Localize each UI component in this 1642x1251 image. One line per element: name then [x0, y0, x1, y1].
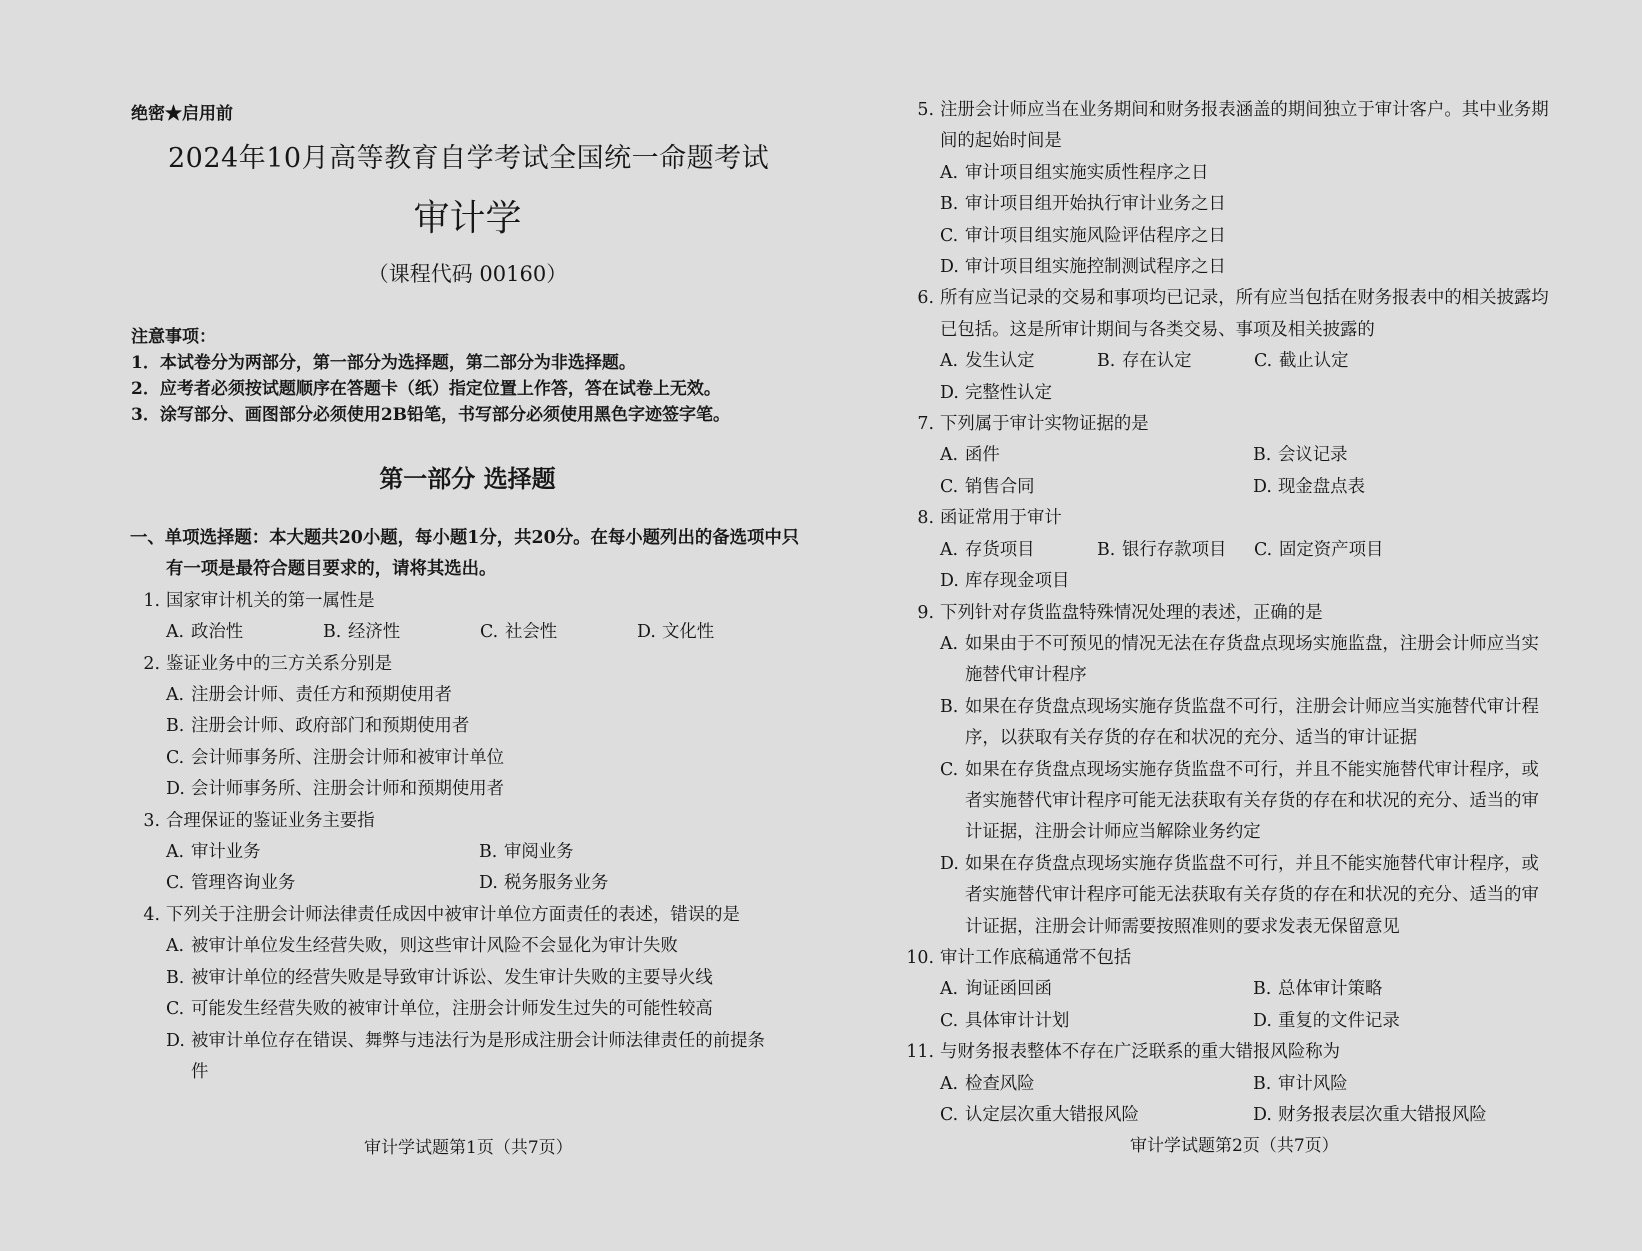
option-letter: A. [166, 842, 185, 863]
page-footer-1: 审计学试题第1页（共7页） [364, 1138, 573, 1158]
option-text: 审计项目组实施实质性程序之日 [965, 162, 1209, 183]
question-number: 7. [917, 414, 934, 435]
option-letter: B. [1253, 979, 1272, 1000]
question-number: 8. [917, 508, 934, 529]
option-b [1253, 974, 1566, 1005]
question-2 [130, 649, 800, 806]
option-text: 会计师事务所、注册会计师和被审计单位 [191, 747, 505, 768]
question-text: 鉴证业务中的三方关系分别是 [166, 653, 393, 674]
question-text: 所有应当记录的交易和事项均已记录，所有应当包括在财务报表中的相关披露均已包括。这是所审计期间与各类交易、事项及相关披露的 [940, 288, 1549, 340]
option-text: 完整性认定 [965, 382, 1052, 403]
option-text: 存货项目 [965, 539, 1035, 560]
question-text: 与财务报表整体不存在广泛联系的重大错报风险称为 [940, 1042, 1340, 1063]
question-3 [130, 806, 800, 900]
option-text: 被审计单位发生经营失败，则这些审计风险不会显化为审计失败 [191, 936, 678, 957]
notice-item: 3．涂写部分、画图部分必须使用2B铅笔，书写部分必须使用黑色字迹签字笔。 [131, 405, 731, 425]
option-text: 社会性 [505, 622, 558, 643]
option-text: 经济性 [348, 622, 401, 643]
option-list [904, 158, 1566, 284]
option-text: 库存现金项目 [965, 571, 1070, 592]
page-footer-2: 审计学试题第2页（共7页） [1130, 1136, 1339, 1156]
option-text: 被审计单位的经营失败是导致审计诉讼、发生审计失败的主要导火线 [191, 967, 713, 988]
option-text: 文化性 [662, 622, 715, 643]
option-letter: D. [1253, 1010, 1272, 1031]
option-letter: D. [940, 382, 959, 403]
option-text: 认定层次重大错报风险 [965, 1105, 1139, 1125]
option-letter: C. [940, 1010, 959, 1031]
option-letter: D. [637, 622, 656, 643]
option-d [479, 868, 792, 899]
notice-item: 1．本试卷分为两部分，第一部分为选择题，第二部分为非选择题。 [131, 353, 636, 373]
question-4 [130, 900, 800, 1088]
question-9 [904, 598, 1566, 943]
option-a [166, 837, 479, 868]
notice-item: 2．应考者必须按试题顺序在答题卡（纸）指定位置上作答，答在试卷上无效。 [131, 379, 721, 399]
option-a [940, 346, 1097, 377]
option-letter: C. [166, 747, 185, 768]
option-a [166, 617, 323, 648]
question-number: 9. [917, 602, 934, 623]
question-stem [904, 1037, 1566, 1068]
option-text: 存在认定 [1122, 351, 1192, 372]
option-text: 如果在存货盘点现场实施存货监盘不可行，注册会计师应当实施替代审计程序，以获取有关存货的存在和状况的充分、适当的审计证据 [965, 696, 1539, 749]
option-text: 注册会计师、责任方和预期使用者 [191, 685, 452, 706]
question-stem [904, 943, 1566, 974]
option-text: 审计项目组实施风险评估程序之日 [965, 225, 1226, 246]
option-c [940, 1100, 1253, 1131]
question-10 [904, 943, 1566, 1037]
question-text: 国家审计机关的第一属性是 [166, 590, 375, 611]
question-text: 函证常用于审计 [940, 508, 1062, 529]
option-list [130, 931, 800, 1088]
option-letter: A. [940, 162, 959, 183]
option-letter: C. [480, 622, 499, 643]
option-c [940, 755, 1540, 849]
question-text: 注册会计师应当在业务期间和财务报表涵盖的期间独立于审计客户。其中业务期间的起始时间是 [940, 100, 1549, 152]
option-text: 如果在存货盘点现场实施存货监盘不可行，并且不能实施替代审计程序，或者实施替代审计程序可能无法获取有关存货的存在和状况的充分、适当的审计证据，注册会计师需要按照准则的要求发表无保留意见 [965, 853, 1539, 937]
option-letter: A. [940, 979, 959, 1000]
option-d [166, 1026, 766, 1089]
question-number: 4. [143, 904, 160, 925]
question-1 [130, 586, 800, 649]
notice-heading: 注意事项： [131, 327, 216, 347]
question-stem [130, 586, 800, 617]
option-text: 银行存款项目 [1122, 539, 1227, 560]
option-letter: D. [479, 873, 498, 894]
option-letter: B. [479, 842, 498, 863]
option-b [1097, 346, 1254, 377]
question-stem [130, 649, 800, 680]
option-letter: A. [940, 351, 959, 372]
course-code: （课程代码 00160） [367, 262, 568, 286]
option-letter: C. [940, 476, 959, 497]
option-letter: A. [940, 633, 959, 654]
option-text: 截止认定 [1279, 351, 1349, 372]
option-c [166, 994, 766, 1025]
option-d [1253, 1006, 1566, 1037]
question-5 [904, 95, 1566, 283]
question-text: 下列针对存货监盘特殊情况处理的表述，正确的是 [940, 602, 1323, 623]
question-text: 下列属于审计实物证据的是 [940, 414, 1149, 435]
question-8 [904, 503, 1566, 597]
option-letter: B. [166, 967, 185, 988]
option-text: 审计风险 [1278, 1073, 1348, 1094]
option-d [166, 774, 766, 805]
option-c [480, 617, 637, 648]
question-number: 1. [143, 590, 160, 611]
option-a [940, 974, 1253, 1005]
option-letter: C. [940, 225, 959, 246]
option-text: 会议记录 [1278, 445, 1348, 466]
option-letter: A. [166, 936, 185, 957]
option-letter: D. [940, 257, 959, 278]
option-letter: A. [166, 685, 185, 706]
question-stem [130, 806, 800, 837]
option-list [904, 629, 1566, 943]
option-c [166, 743, 766, 774]
question-stem [904, 95, 1566, 158]
option-letter: B. [166, 716, 185, 737]
option-text: 审计业务 [191, 842, 261, 863]
page-1-questions [130, 523, 800, 1088]
section-heading: 一、单项选择题：本大题共20小题，每小题1分，共20分。在每小题列出的备选项中只有一项是最符合题目要求的，请将其选出。 [130, 528, 800, 580]
option-letter: D. [1253, 1105, 1272, 1125]
option-text: 注册会计师、政府部门和预期使用者 [191, 716, 470, 737]
question-stem [130, 900, 800, 931]
option-letter: A. [166, 622, 185, 643]
option-text: 销售合同 [965, 476, 1035, 497]
option-text: 税务服务业务 [504, 873, 609, 894]
option-letter: C. [1254, 539, 1273, 560]
question-number: 11. [906, 1042, 934, 1063]
option-a [940, 158, 1540, 189]
question-6 [904, 283, 1566, 409]
option-a [166, 680, 766, 711]
option-c [940, 472, 1253, 503]
option-letter: B. [1097, 351, 1116, 372]
question-number: 2. [143, 653, 160, 674]
option-letter: D. [166, 1030, 185, 1051]
option-text: 如果在存货盘点现场实施存货监盘不可行，并且不能实施替代审计程序，或者实施替代审计程序可能无法获取有关存货的存在和状况的充分、适当的审计证据，注册会计师应当解除业务约定 [965, 759, 1539, 843]
option-list [130, 680, 800, 806]
option-letter: B. [323, 622, 342, 643]
option-letter: D. [940, 571, 959, 592]
option-text: 审计项目组实施控制测试程序之日 [965, 257, 1226, 278]
option-d [940, 849, 1540, 943]
option-text: 审计项目组开始执行审计业务之日 [965, 194, 1226, 215]
question-text: 下列关于注册会计师法律责任成因中被审计单位方面责任的表述，错误的是 [166, 904, 740, 925]
exam-title: 2024年10月高等教育自学考试全国统一命题考试 [168, 143, 770, 174]
question-7 [904, 409, 1566, 503]
question-number: 6. [917, 288, 934, 309]
option-list [130, 837, 800, 900]
option-text: 固定资产项目 [1279, 539, 1384, 560]
option-d [940, 252, 1540, 283]
question-text: 审计工作底稿通常不包括 [940, 947, 1132, 968]
option-letter: A. [940, 539, 959, 560]
question-stem [904, 409, 1566, 440]
option-b [940, 189, 1540, 220]
option-d [940, 566, 1097, 597]
question-stem [904, 283, 1566, 346]
option-list [904, 346, 1566, 409]
option-text: 会计师事务所、注册会计师和预期使用者 [191, 779, 505, 800]
option-text: 总体审计策略 [1278, 979, 1383, 1000]
option-letter: C. [940, 759, 959, 780]
option-text: 现金盘点表 [1278, 476, 1365, 497]
option-a [940, 629, 1540, 692]
question-stem [904, 503, 1566, 534]
option-letter: C. [166, 873, 185, 894]
option-letter: D. [1253, 476, 1272, 497]
option-letter: B. [1253, 445, 1272, 466]
option-text: 检查风险 [965, 1073, 1035, 1094]
option-letter: C. [940, 1105, 959, 1125]
option-b [1097, 535, 1254, 566]
option-text: 可能发生经营失败的被审计单位，注册会计师发生过失的可能性较高 [191, 999, 713, 1020]
option-letter: D. [940, 853, 959, 874]
option-text: 发生认定 [965, 351, 1035, 372]
option-c [166, 868, 479, 899]
option-text: 重复的文件记录 [1278, 1010, 1400, 1031]
option-letter: A. [940, 445, 959, 466]
question-number: 3. [143, 810, 160, 831]
option-list [130, 617, 800, 648]
option-d [1253, 472, 1566, 503]
question-number: 5. [917, 100, 934, 120]
question-stem [904, 598, 1566, 629]
option-letter: C. [166, 999, 185, 1020]
question-number: 10. [906, 947, 934, 968]
option-letter: B. [1097, 539, 1116, 560]
option-c [940, 1006, 1253, 1037]
option-text: 询证函回函 [965, 979, 1052, 1000]
option-text: 管理咨询业务 [191, 873, 296, 894]
option-c [1254, 346, 1411, 377]
option-text: 函件 [965, 445, 1000, 466]
option-letter: B. [1253, 1073, 1272, 1094]
option-list [904, 535, 1566, 598]
option-d [940, 378, 1097, 409]
option-list [904, 1069, 1566, 1132]
option-letter: A. [940, 1073, 959, 1094]
option-letter: D. [166, 779, 185, 800]
option-text: 具体审计计划 [965, 1010, 1070, 1031]
option-d [637, 617, 794, 648]
option-letter: B. [940, 194, 959, 215]
option-a [940, 440, 1253, 471]
part-title: 第一部分 选择题 [379, 464, 556, 493]
option-b [479, 837, 792, 868]
option-b [1253, 1069, 1566, 1100]
option-b [1253, 440, 1566, 471]
option-letter: C. [1254, 351, 1273, 372]
option-c [940, 221, 1540, 252]
question-text: 合理保证的鉴证业务主要指 [166, 810, 375, 831]
confidential-label: 绝密★启用前 [131, 104, 233, 124]
option-text: 财务报表层次重大错报风险 [1278, 1105, 1487, 1125]
option-a [940, 535, 1097, 566]
option-a [166, 931, 766, 962]
option-text: 如果由于不可预见的情况无法在存货盘点现场实施监盘，注册会计师应当实施替代审计程序 [965, 633, 1539, 686]
option-list [904, 974, 1566, 1037]
question-11 [904, 1037, 1566, 1131]
page-2-questions [904, 95, 1566, 1131]
option-letter: B. [940, 696, 959, 717]
option-list [904, 440, 1566, 503]
option-text: 政治性 [191, 622, 244, 643]
option-b [323, 617, 480, 648]
subject-title: 审计学 [413, 198, 522, 239]
option-a [940, 1069, 1253, 1100]
option-d [1253, 1100, 1566, 1131]
option-c [1254, 535, 1411, 566]
option-b [940, 692, 1540, 755]
option-text: 被审计单位存在错误、舞弊与违法行为是形成注册会计师法律责任的前提条件 [191, 1030, 765, 1082]
option-b [166, 963, 766, 994]
option-b [166, 711, 766, 742]
option-text: 审阅业务 [504, 842, 574, 863]
